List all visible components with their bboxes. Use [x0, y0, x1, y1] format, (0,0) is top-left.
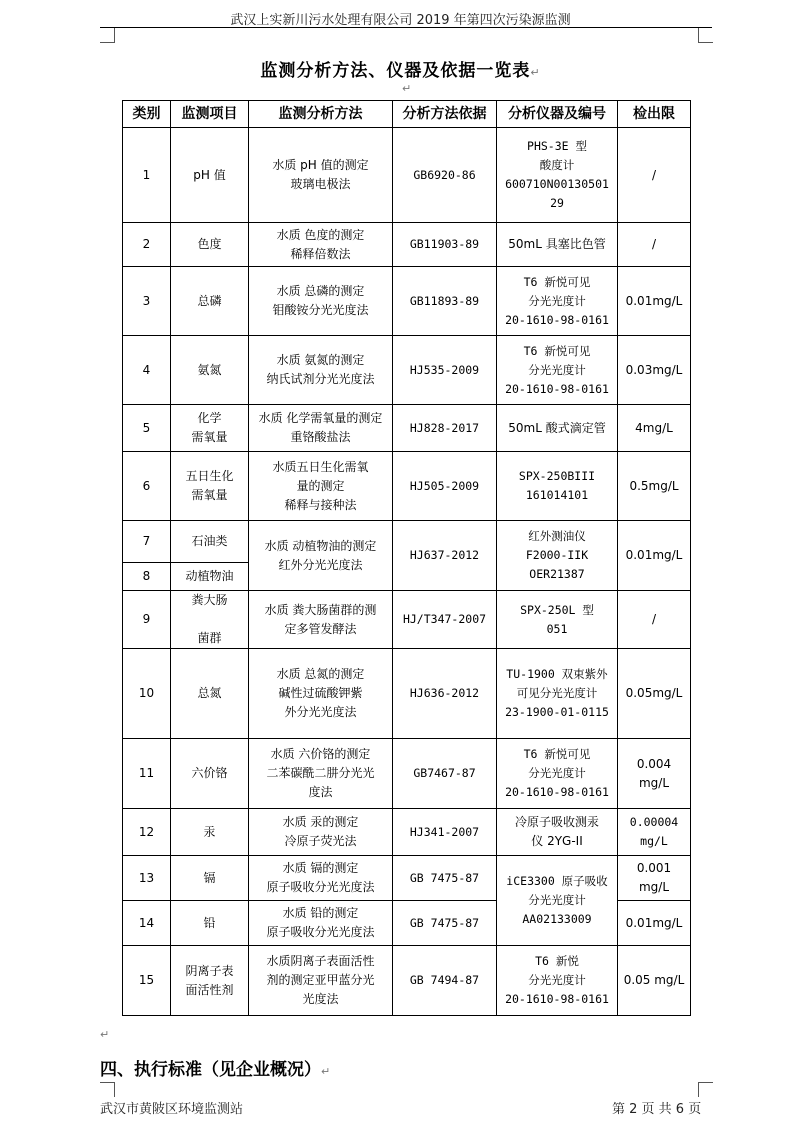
- corner-mark-bottom-right: [698, 1082, 713, 1097]
- detection-limit: 0.00004 mg/L: [618, 809, 691, 856]
- paragraph-mark: ↵: [402, 82, 412, 95]
- corner-mark-top-left: [100, 28, 115, 43]
- detection-limit: /: [618, 128, 691, 223]
- instrument: PHS-3E 型 酸度计 600710N00130501 29: [497, 128, 618, 223]
- instrument: iCE3300 原子吸收 分光光度计 AA02133009: [497, 856, 618, 946]
- monitoring-item: 阴离子表 面活性剂: [171, 946, 249, 1016]
- method-basis: HJ828-2017: [393, 405, 497, 452]
- detection-limit: /: [618, 591, 691, 649]
- row-number: 5: [123, 405, 171, 452]
- method-basis: GB 7475-87: [393, 856, 497, 901]
- methods-table: [122, 100, 691, 1016]
- monitoring-item: 铅: [171, 901, 249, 946]
- table-row: [123, 856, 691, 901]
- row-number: 14: [123, 901, 171, 946]
- row-number: 10: [123, 649, 171, 739]
- detection-limit: 0.004 mg/L: [618, 739, 691, 809]
- instrument: 50mL 具塞比色管: [497, 223, 618, 267]
- method-basis: GB11903-89: [393, 223, 497, 267]
- row-number: 15: [123, 946, 171, 1016]
- table-row: [123, 223, 691, 267]
- monitoring-item: 五日生化 需氧量: [171, 452, 249, 521]
- method-basis: GB7467-87: [393, 739, 497, 809]
- monitoring-item: 石油类: [171, 521, 249, 563]
- monitoring-item: 色度: [171, 223, 249, 267]
- table-row: [123, 739, 691, 809]
- monitoring-item: pH 值: [171, 128, 249, 223]
- row-number: 1: [123, 128, 171, 223]
- method-basis: GB6920-86: [393, 128, 497, 223]
- method-basis: HJ/T347-2007: [393, 591, 497, 649]
- row-number: 7: [123, 521, 171, 563]
- instrument: 50mL 酸式滴定管: [497, 405, 618, 452]
- instrument: 冷原子吸收测汞 仪 2YG-II: [497, 809, 618, 856]
- analysis-method: 水质 动植物油的测定 红外分光光度法: [249, 521, 393, 591]
- detection-limit: 0.05 mg/L: [618, 946, 691, 1016]
- table-row: [123, 809, 691, 856]
- analysis-method: 水质 汞的测定 冷原子荧光法: [249, 809, 393, 856]
- analysis-method: 水质 氨氮的测定 纳氏试剂分光光度法: [249, 336, 393, 405]
- row-number: 4: [123, 336, 171, 405]
- method-basis: GB 7475-87: [393, 901, 497, 946]
- document-title-text: 监测分析方法、仪器及依据一览表: [260, 61, 531, 81]
- monitoring-item: 汞: [171, 809, 249, 856]
- monitoring-item: 镉: [171, 856, 249, 901]
- instrument: 红外测油仪 F2000-IIK OER21387: [497, 521, 618, 591]
- section-heading-text: 四、执行标准（见企业概况）: [100, 1060, 321, 1080]
- detection-limit: 0.03mg/L: [618, 336, 691, 405]
- analysis-method: 水质 总磷的测定 钼酸铵分光光度法: [249, 267, 393, 336]
- analysis-method: 水质 pH 值的测定 玻璃电极法: [249, 128, 393, 223]
- analysis-method: 水质 粪大肠菌群的测 定多管发酵法: [249, 591, 393, 649]
- paragraph-mark: ↵: [321, 1065, 331, 1078]
- method-basis: HJ535-2009: [393, 336, 497, 405]
- analysis-method: 水质 镉的测定 原子吸收分光光度法: [249, 856, 393, 901]
- method-basis: HJ637-2012: [393, 521, 497, 591]
- instrument: TU-1900 双束紫外 可见分光光度计 23-1900-01-0115: [497, 649, 618, 739]
- footer-station: 武汉市黄陂区环境监测站: [100, 1102, 244, 1117]
- instrument: T6 新悦 分光光度计 20-1610-98-0161: [497, 946, 618, 1016]
- col-header-instrument: 分析仪器及编号: [497, 101, 618, 128]
- instrument: T6 新悦可见 分光光度计 20-1610-98-0161: [497, 739, 618, 809]
- corner-mark-top-right: [698, 28, 713, 43]
- detection-limit: 4mg/L: [618, 405, 691, 452]
- monitoring-item: 粪大肠 菌群: [171, 591, 249, 649]
- header-text: 武汉上实新川污水处理有限公司 2019 年第四次污染源监测: [230, 13, 571, 28]
- analysis-method: 水质阴离子表面活性 剂的测定亚甲蓝分光 光度法: [249, 946, 393, 1016]
- col-header-method: 监测分析方法: [249, 101, 393, 128]
- instrument: T6 新悦可见 分光光度计 20-1610-98-0161: [497, 267, 618, 336]
- table-row: [123, 336, 691, 405]
- document-title: [0, 56, 801, 81]
- footer-page-number: 第 2 页 共 6 页: [612, 1102, 702, 1117]
- row-number: 8: [123, 563, 171, 591]
- col-header-category: 类别: [123, 101, 171, 128]
- monitoring-item: 总氮: [171, 649, 249, 739]
- row-number: 3: [123, 267, 171, 336]
- monitoring-item: 六价铬: [171, 739, 249, 809]
- analysis-method: 水质 铅的测定 原子吸收分光光度法: [249, 901, 393, 946]
- monitoring-item: 化学 需氧量: [171, 405, 249, 452]
- method-basis: GB 7494-87: [393, 946, 497, 1016]
- col-header-basis: 分析方法依据: [393, 101, 497, 128]
- detection-limit: 0.05mg/L: [618, 649, 691, 739]
- detection-limit: 0.01mg/L: [618, 521, 691, 591]
- row-number: 11: [123, 739, 171, 809]
- detection-limit: 0.01mg/L: [618, 901, 691, 946]
- table-row: [123, 946, 691, 1016]
- analysis-method: 水质五日生化需氧 量的测定 稀释与接种法: [249, 452, 393, 521]
- analysis-method: 水质 六价铬的测定 二苯碳酰二肼分光光 度法: [249, 739, 393, 809]
- detection-limit: /: [618, 223, 691, 267]
- table-row: [123, 267, 691, 336]
- table-row: [123, 591, 691, 649]
- analysis-method: 水质 化学需氧量的测定 重铬酸盐法: [249, 405, 393, 452]
- row-number: 6: [123, 452, 171, 521]
- section-heading: [100, 1055, 330, 1080]
- row-number: 9: [123, 591, 171, 649]
- detection-limit: 0.5mg/L: [618, 452, 691, 521]
- table-row: [123, 405, 691, 452]
- monitoring-item: 总磷: [171, 267, 249, 336]
- col-header-limit: 检出限: [618, 101, 691, 128]
- detection-limit: 0.01mg/L: [618, 267, 691, 336]
- monitoring-item: 动植物油: [171, 563, 249, 591]
- row-number: 13: [123, 856, 171, 901]
- table-row: [123, 128, 691, 223]
- table-row: [123, 649, 691, 739]
- method-basis: HJ505-2009: [393, 452, 497, 521]
- instrument: SPX-250L 型 051: [497, 591, 618, 649]
- corner-mark-bottom-left: [100, 1082, 115, 1097]
- row-number: 12: [123, 809, 171, 856]
- monitoring-item: 氨氮: [171, 336, 249, 405]
- method-basis: HJ636-2012: [393, 649, 497, 739]
- method-basis: HJ341-2007: [393, 809, 497, 856]
- instrument: SPX-250BIII 161014101: [497, 452, 618, 521]
- col-header-item: 监测项目: [171, 101, 249, 128]
- table-row: [123, 521, 691, 563]
- detection-limit: 0.001 mg/L: [618, 856, 691, 901]
- analysis-method: 水质 色度的测定 稀释倍数法: [249, 223, 393, 267]
- analysis-method: 水质 总氮的测定 碱性过硫酸钾紫 外分光光度法: [249, 649, 393, 739]
- table-header-row: [123, 101, 691, 128]
- row-number: 2: [123, 223, 171, 267]
- paragraph-mark: ↵: [100, 1028, 110, 1041]
- method-basis: GB11893-89: [393, 267, 497, 336]
- header-rule: [100, 27, 712, 28]
- instrument: T6 新悦可见 分光光度计 20-1610-98-0161: [497, 336, 618, 405]
- paragraph-mark: ↵: [530, 66, 541, 79]
- table-row: [123, 452, 691, 521]
